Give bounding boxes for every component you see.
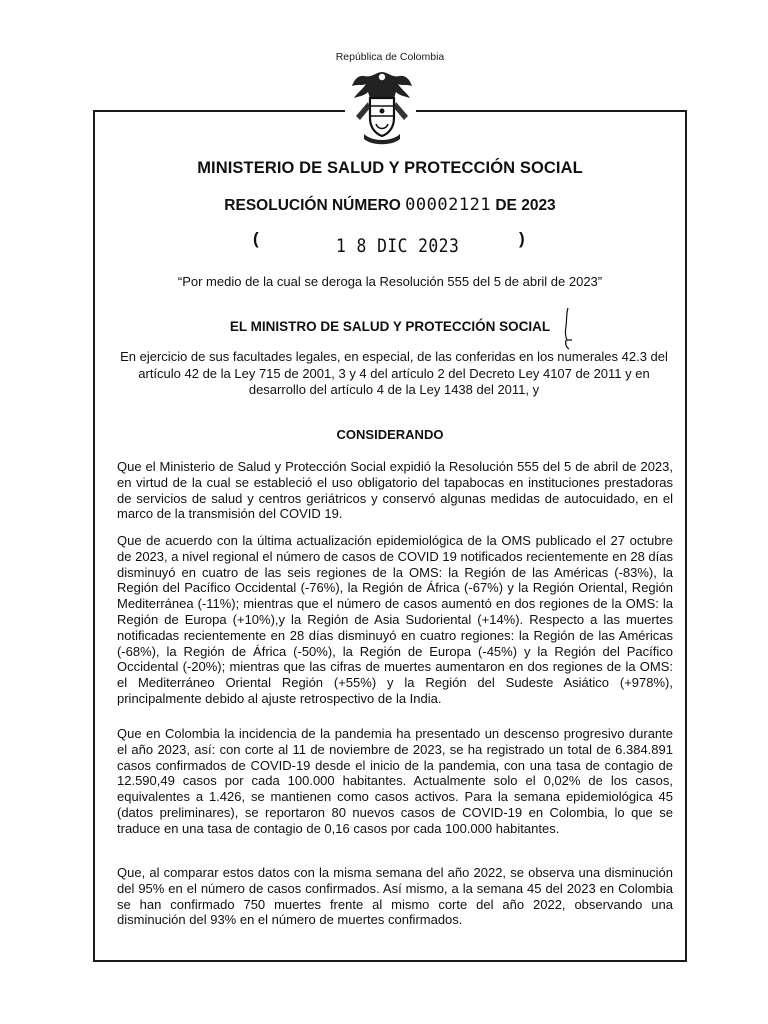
resolution-subtitle: “Por medio de la cual se deroga la Resolución 555 del 5 de abril de 2023” [177, 274, 603, 289]
considering-paragraph-1: Que el Ministerio de Salud y Protección Social expidió la Resolución 555 del 5 de abril de 2023, en virtud de la cual se estableció el uso obligatorio del tapabocas en instituciones prestadoras de servicios de salud y centros geriátricos y conservó algunas medidas de autocuidado, en el marco de la transmisión del COVID 19. [117, 459, 673, 522]
date-paren-open: ( [253, 229, 259, 248]
resolution-prefix: RESOLUCIÓN NÚMERO [224, 197, 401, 214]
frame-top-border-left [93, 110, 345, 112]
minister-heading: EL MINISTRO DE SALUD Y PROTECCIÓN SOCIAL [229, 319, 551, 334]
date-stamp: 1 8 DIC 2023 [336, 235, 460, 257]
frame-top-border-right [416, 110, 687, 112]
resolution-number: 00002121 [405, 195, 492, 215]
preamble-text: En ejercicio de sus facultades legales, en especial, de las conferidas en los numerales 42.3 del artículo 42 de la Ley 715 de 2001, 3 y 4 del artículo 2 del Decreto Ley 4107 de 2011 y en desarrollo del artículo 4 de la Ley 1438 del 2011, y [120, 349, 668, 397]
ministry-title: MINISTERIO DE SALUD Y PROTECCIÓN SOCIAL [197, 159, 583, 177]
resolution-number-line [93, 195, 687, 215]
considering-heading: CONSIDERANDO [336, 427, 444, 442]
considering-paragraph-3: Que en Colombia la incidencia de la pandemia ha presentado un descenso progresivo durante el año 2023, así: con corte al 11 de noviembre de 2023, se ha registrado un total de 6.384.891 casos confirmados de COVID-19 desde el inicio de la pandemia, con una tasa de contagio de 12.590,49 casos por cada 100.000 habitantes. Actualmente solo el 0,02% de los casos, equivalentes a 1.426, se mantienen como casos activos. Para la semana epidemiológica 45 (datos preliminares), se reportaron 80 nuevos casos de COVID-19 en Colombia, lo que se traduce en una tasa de contagio de 0,16 casos por cada 100.000 habitantes. [117, 726, 673, 836]
resolution-year: DE 2023 [495, 197, 556, 214]
date-paren-close: ) [519, 229, 525, 248]
considering-paragraph-4: Que, al comparar estos datos con la misma semana del año 2022, se observa una disminución del 95% en el número de casos confirmados. Así mismo, a la semana 45 del 2023 en Colombia se han confirmado 750 muertes frente al mismo corte del año 2022, observando una disminución del 93% en el número de muertes confirmados. [117, 865, 673, 928]
country-label: República de Colombia [335, 51, 445, 63]
considering-paragraph-2: Que de acuerdo con la última actualización epidemiológica de la OMS publicado el 27 octubre de 2023, a nivel regional el número de casos de COVID 19 notificados recientemente en 28 días disminuyó en cuatro de las seis regiones de la OMS: la Región de las Américas (-83%), la Región del Pacífico Occidental (-76%), la Región de África (-67%) y la Región Oriental, Región Mediterránea (-11%); mientras que el número de casos aumentó en dos regiones de la OMS: la Región de Europa (+10%),y la Región de Asia Sudoriental (+14%). Respecto a las muertes notificadas recientemente en 28 días disminuyó en cuatro regiones: la Región de las Américas (-68%), la Región de África (-50%), la Región de Europa (-45%) y la Región del Pacífico Occidental (-20%); mientras que las cifras de muertes aumentaron en dos regiones de la OMS: el Mediterráneo Oriental Región (+55%) y la Región del Sudeste Asiático (+978%), principalmente debido al ajuste retrospectivo de la India. [117, 533, 673, 706]
pen-mark-icon [560, 306, 574, 350]
